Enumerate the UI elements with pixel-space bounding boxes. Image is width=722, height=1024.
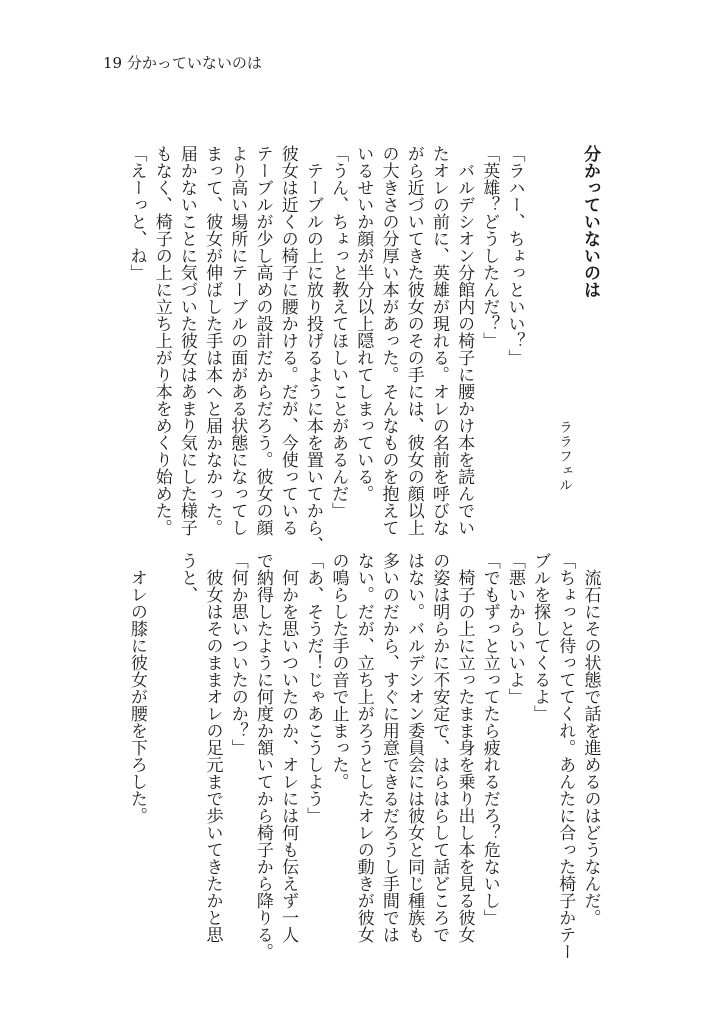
text-line: の大きさの分厚い本があった。そんなものを抱えて — [378, 145, 399, 536]
text-line: まって、彼女が伸ばした手は本へと届かなかった。 — [202, 145, 223, 536]
text-line: 彼女はそのままオレの足元まで歩いてきたかと思 — [202, 552, 223, 943]
page-number: 19 — [103, 54, 123, 72]
text-line: より高い場所にテーブルの面がある状態になってし — [227, 145, 248, 536]
text-line: たオレの前に、英雄が現れる。オレの名前を呼びな — [428, 145, 449, 536]
text-line: がら近づいてきた彼女のその手には、彼女の顔以上 — [403, 145, 424, 536]
text-line: 「あ、そうだ！じゃあこうしよう」 — [303, 552, 324, 824]
text-line: テーブルが少し高めの設計だからだろう。彼女の顔 — [252, 145, 273, 536]
text-line: テーブルの上に放り投げるように本を置いてから、 — [302, 145, 323, 553]
text-line: 「何か思いついたのか？」 — [227, 552, 248, 756]
text-line: ブルを探してくるよ」 — [530, 552, 551, 722]
text-line: 「悪いからいいよ」 — [504, 552, 525, 705]
text-line: 椅子の上に立ったまま身を乗り出し本を見る彼女 — [454, 552, 475, 943]
text-line: 流石にその状態で話を進めるのはどうなんだ。 — [580, 552, 601, 926]
text-line: 「英雄？どうしたんだ？」 — [479, 145, 500, 349]
text-line: で納得したように何度か頷いてから椅子から降りる。 — [252, 552, 273, 960]
text-line: 「えーっと、ね」 — [126, 145, 147, 281]
text-line: バルデシオン分館内の椅子に腰かけ本を読んでい — [454, 145, 475, 536]
text-line: うと、 — [177, 552, 198, 603]
text-line: いるせいか顔が半分以上隠れてしまっている。 — [353, 145, 374, 502]
text-line: はない。バルデシオン委員会には彼女と同じ種族も — [404, 552, 425, 943]
text-line: 彼女は近くの椅子に腰かける。だが、今使っている — [277, 145, 298, 536]
text-line: の姿は明らかに不安定で、はらはらして話どころで — [429, 552, 450, 943]
text-line: 「ラハー、ちょっといい？」 — [504, 145, 525, 366]
story-title: 分かっていないのは — [580, 145, 600, 298]
text-line: 「うん、ちょっと教えてほしいことがあるんだ」 — [328, 145, 349, 519]
story-author: ララフェル — [556, 420, 572, 493]
text-line: 何かを思いついたのか、オレには何も伝えず一人 — [278, 552, 299, 943]
text-line: の鳴らした手の音で止まった。 — [328, 552, 349, 790]
text-line: 「でもずっと立ってたら疲れるだろ？危ないし」 — [479, 552, 500, 926]
text-line: 届かないことに気づいた彼女はあまり気にした様子 — [176, 145, 197, 536]
text-line: オレの膝に彼女が腰を下ろした。 — [126, 552, 147, 824]
running-title: 分かっていないのは — [126, 54, 262, 72]
text-line: 「ちょっと待っててくれ。あんたに合った椅子かテー — [555, 552, 576, 960]
text-line: 多いのだから、すぐに用意できるだろうし手間では — [378, 552, 399, 943]
text-line: ない。だが、立ち上がろうとしたオレの動きが彼女 — [353, 552, 374, 943]
running-header — [103, 52, 262, 73]
text-line: もなく、椅子の上に立ち上がり本をめくり始めた。 — [151, 145, 172, 536]
